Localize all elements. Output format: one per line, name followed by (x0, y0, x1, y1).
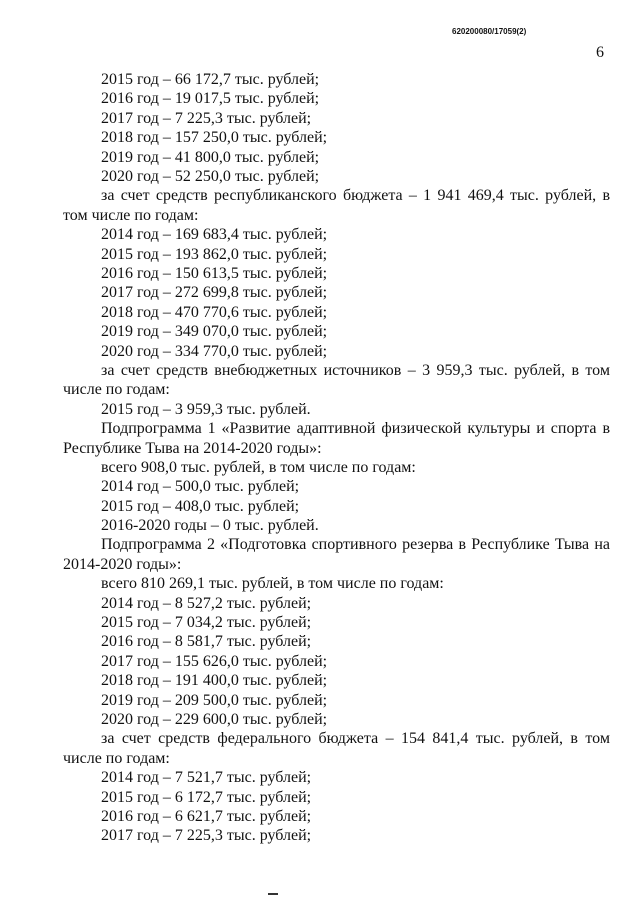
text-line: 2015 год – 193 862,0 тыс. рублей; (101, 245, 328, 263)
paragraph: за счет средств федерального бюджета – 154 841,4 тыс. рублей, в том числе по годам: (63, 730, 610, 767)
text-line: 2017 год – 7 225,3 тыс. рублей; (101, 827, 312, 845)
page-number: 6 (596, 44, 604, 61)
text-line: 2016-2020 годы – 0 тыс. рублей. (101, 517, 319, 535)
text-line: 2017 год – 155 626,0 тыс. рублей; (101, 652, 328, 670)
document-id: 620200080/17059(2) (452, 27, 527, 36)
page-bottom-mark (268, 893, 278, 895)
text-line: 2019 год – 41 800,0 тыс. рублей; (101, 148, 320, 166)
text-line: 2015 год – 3 959,3 тыс. рублей. (101, 400, 311, 418)
text-line: 2014 год – 8 527,2 тыс. рублей; (101, 594, 312, 612)
text-line: 2015 год – 66 172,7 тыс. рублей; (101, 71, 320, 88)
paragraph: за счет средств внебюджетных источников – 3 959,3 тыс. рублей, в том числе по годам: (63, 361, 610, 399)
text-line: 2015 год – 6 172,7 тыс. рублей; (101, 788, 312, 806)
text-line: всего 908,0 тыс. рублей, в том числе по годам: (101, 458, 416, 476)
text-line: 2018 год – 191 400,0 тыс. рублей; (101, 672, 328, 690)
text-line: 2020 год – 229 600,0 тыс. рублей; (101, 711, 328, 729)
text-line: 2014 год – 169 683,4 тыс. рублей; (101, 226, 328, 244)
paragraph: за счет средств республиканского бюджета – 1 941 469,4 тыс. рублей, в том числе по годам: (63, 187, 610, 224)
text-line: всего 810 269,1 тыс. рублей, в том числе по годам: (101, 575, 444, 593)
text-line: 2019 год – 349 070,0 тыс. рублей; (101, 323, 328, 341)
text-line: 2020 год – 334 770,0 тыс. рублей; (101, 342, 328, 360)
text-line: 2019 год – 209 500,0 тыс. рублей; (101, 691, 328, 709)
text-line: 2014 год – 7 521,7 тыс. рублей; (101, 769, 312, 787)
text-line: 2018 год – 470 770,6 тыс. рублей; (101, 303, 328, 321)
text-line: 2017 год – 7 225,3 тыс. рублей; (101, 109, 312, 127)
text-line: 2015 год – 7 034,2 тыс. рублей; (101, 614, 312, 632)
paragraph: Подпрограмма 2 «Подготовка спортивного резерва в Республике Тыва на 2014-2020 годы»: (63, 536, 610, 573)
text-line: 2016 год – 6 621,7 тыс. рублей; (101, 808, 312, 825)
text-line: 2020 год – 52 250,0 тыс. рублей; (101, 167, 320, 185)
text-line: 2014 год – 500,0 тыс. рублей; (101, 478, 300, 496)
text-line: 2017 год – 272 699,8 тыс. рублей; (101, 284, 328, 302)
text-line: 2016 год – 19 017,5 тыс. рублей; (101, 90, 320, 108)
text-line: 2018 год – 157 250,0 тыс. рублей; (101, 129, 328, 147)
text-line: 2016 год – 8 581,7 тыс. рублей; (101, 633, 312, 651)
text-line: 2016 год – 150 613,5 тыс. рублей; (101, 264, 328, 282)
text-line: 2015 год – 408,0 тыс. рублей; (101, 497, 300, 515)
document-body (63, 70, 610, 846)
paragraph: Подпрограмма 1 «Развитие адаптивной физической культуры и спорта в Республике Тыва на 2014-2020 годы»: (63, 420, 610, 457)
